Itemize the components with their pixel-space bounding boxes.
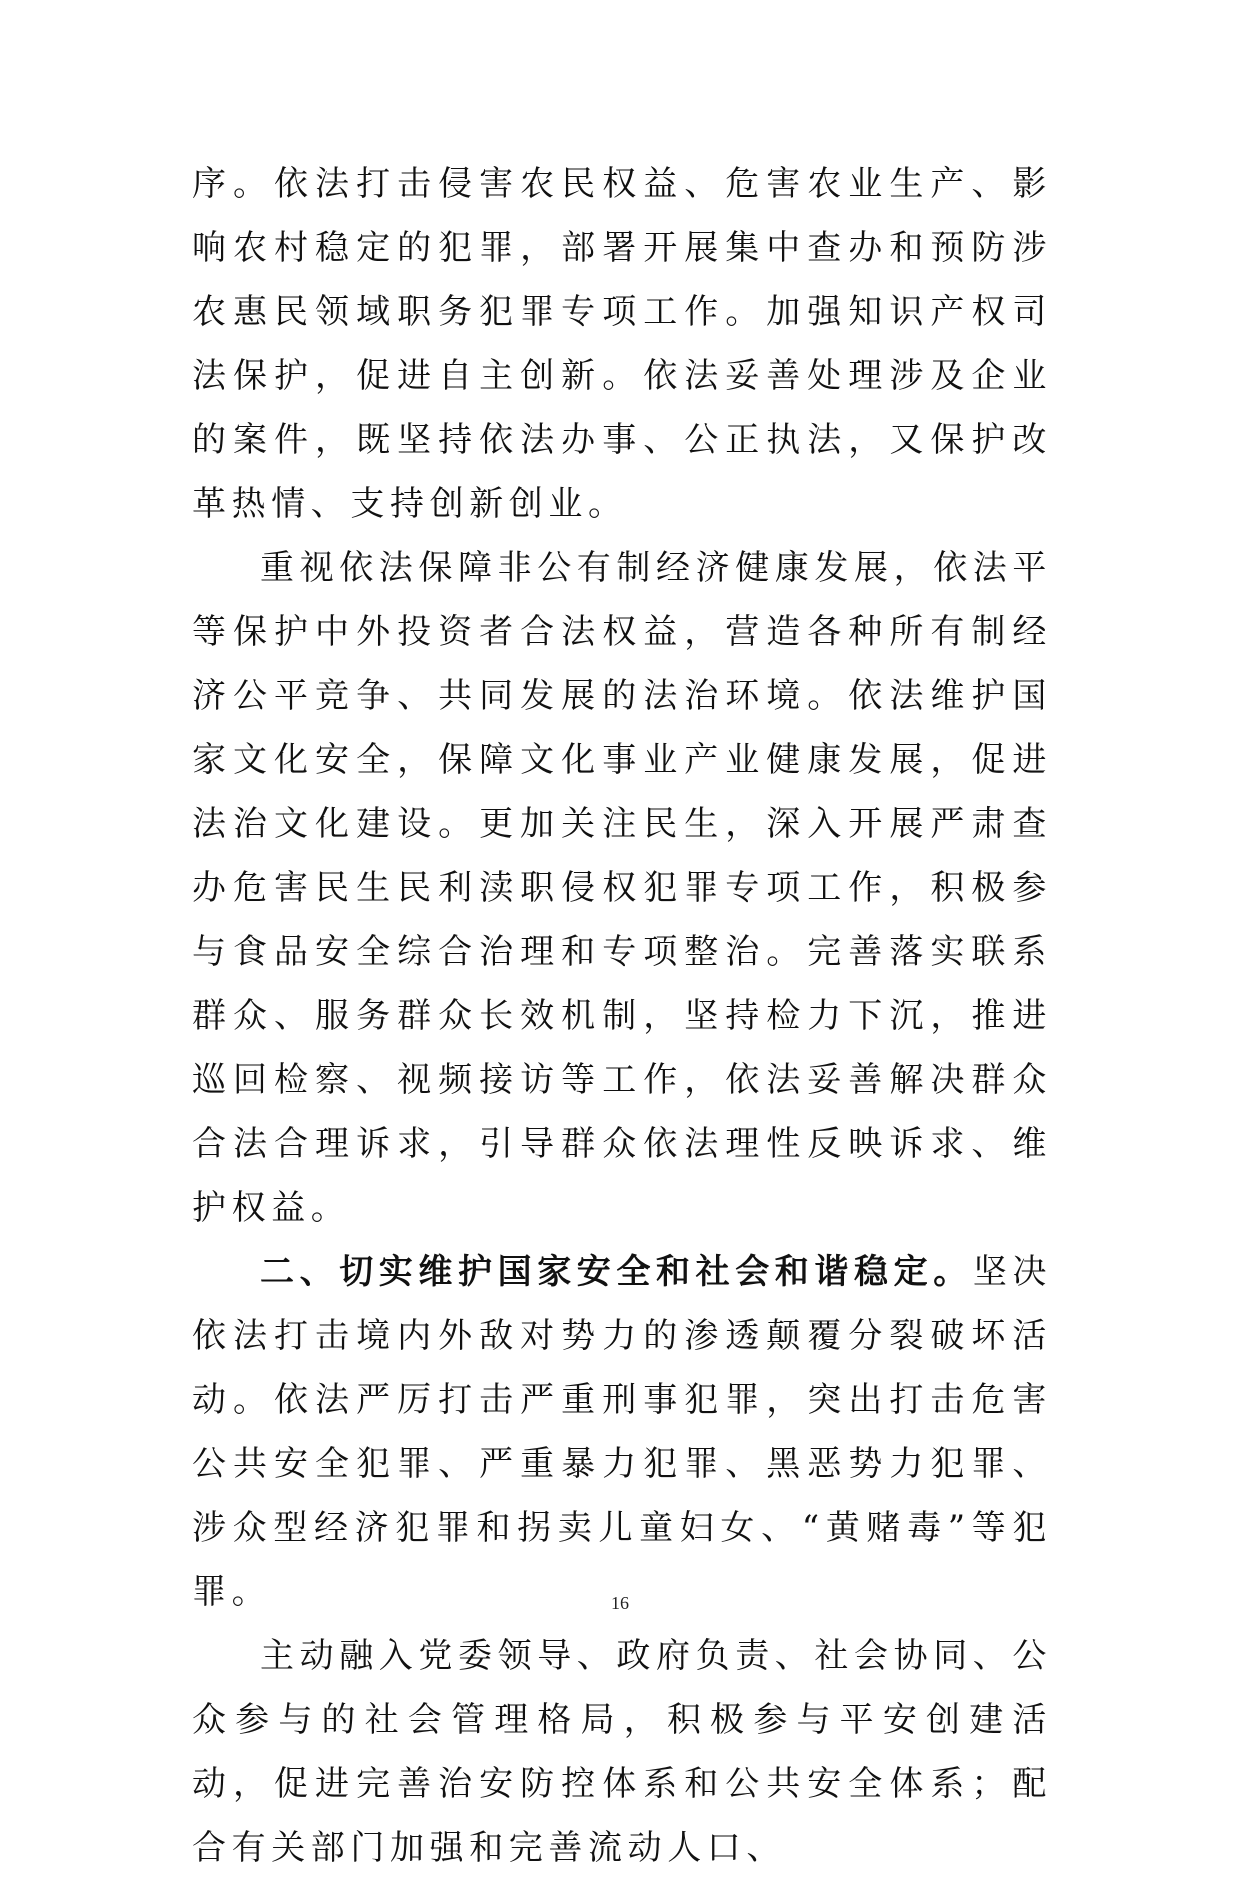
paragraph-private-economy: 重视依法保障非公有制经济健康发展，依法平等保护中外投资者合法权益，营造各种所有制经济公平竞争、共同发展的法治环境。依法维护国家文化安全，保障文化事业产业健康发展，促进法治文化建设。更加关注民生，深入开展严肃查办危害民生民利渎职侵权犯罪专项工作，积极参与食品安全综合治理和专项整治。完善落实联系群众、服务群众长效机制，坚持检力下沉，推进巡回检察、视频接访等工作，依法妥善解决群众合法合理诉求，引导群众依法理性反映诉求、维护权益。: [192, 548, 1052, 1228]
section-heading-body: 坚决依法打击境内外敌对势力的渗透颠覆分裂破坏活动。依法严厉打击严重刑事犯罪，突出打击危害公共安全犯罪、严重暴力犯罪、黑恶势力犯罪、涉众型经济犯罪和拐卖儿童妇女、“黄赌毒”等犯罪。: [192, 1252, 1053, 1612]
section-heading: 二、切实维护国家安全和社会和谐稳定。: [260, 1252, 973, 1292]
document-body: [192, 152, 1052, 1880]
paragraph-continuation: 序。依法打击侵害农民权益、危害农业生产、影响农村稳定的犯罪，部署开展集中查办和预防涉农惠民领域职务犯罪专项工作。加强知识产权司法保护，促进自主创新。依法妥善处理涉及企业的案件，既坚持依法办事、公正执法，又保护改革热情、支持创新创业。: [192, 164, 1052, 524]
paragraph-social-management: 主动融入党委领导、政府负责、社会协同、公众参与的社会管理格局，积极参与平安创建活动，促进完善治安防控体系和公共安全体系；配合有关部门加强和完善流动人口、: [192, 1636, 1052, 1868]
paragraph-national-security: [192, 1240, 1052, 1624]
page-number: 16: [611, 1593, 629, 1613]
